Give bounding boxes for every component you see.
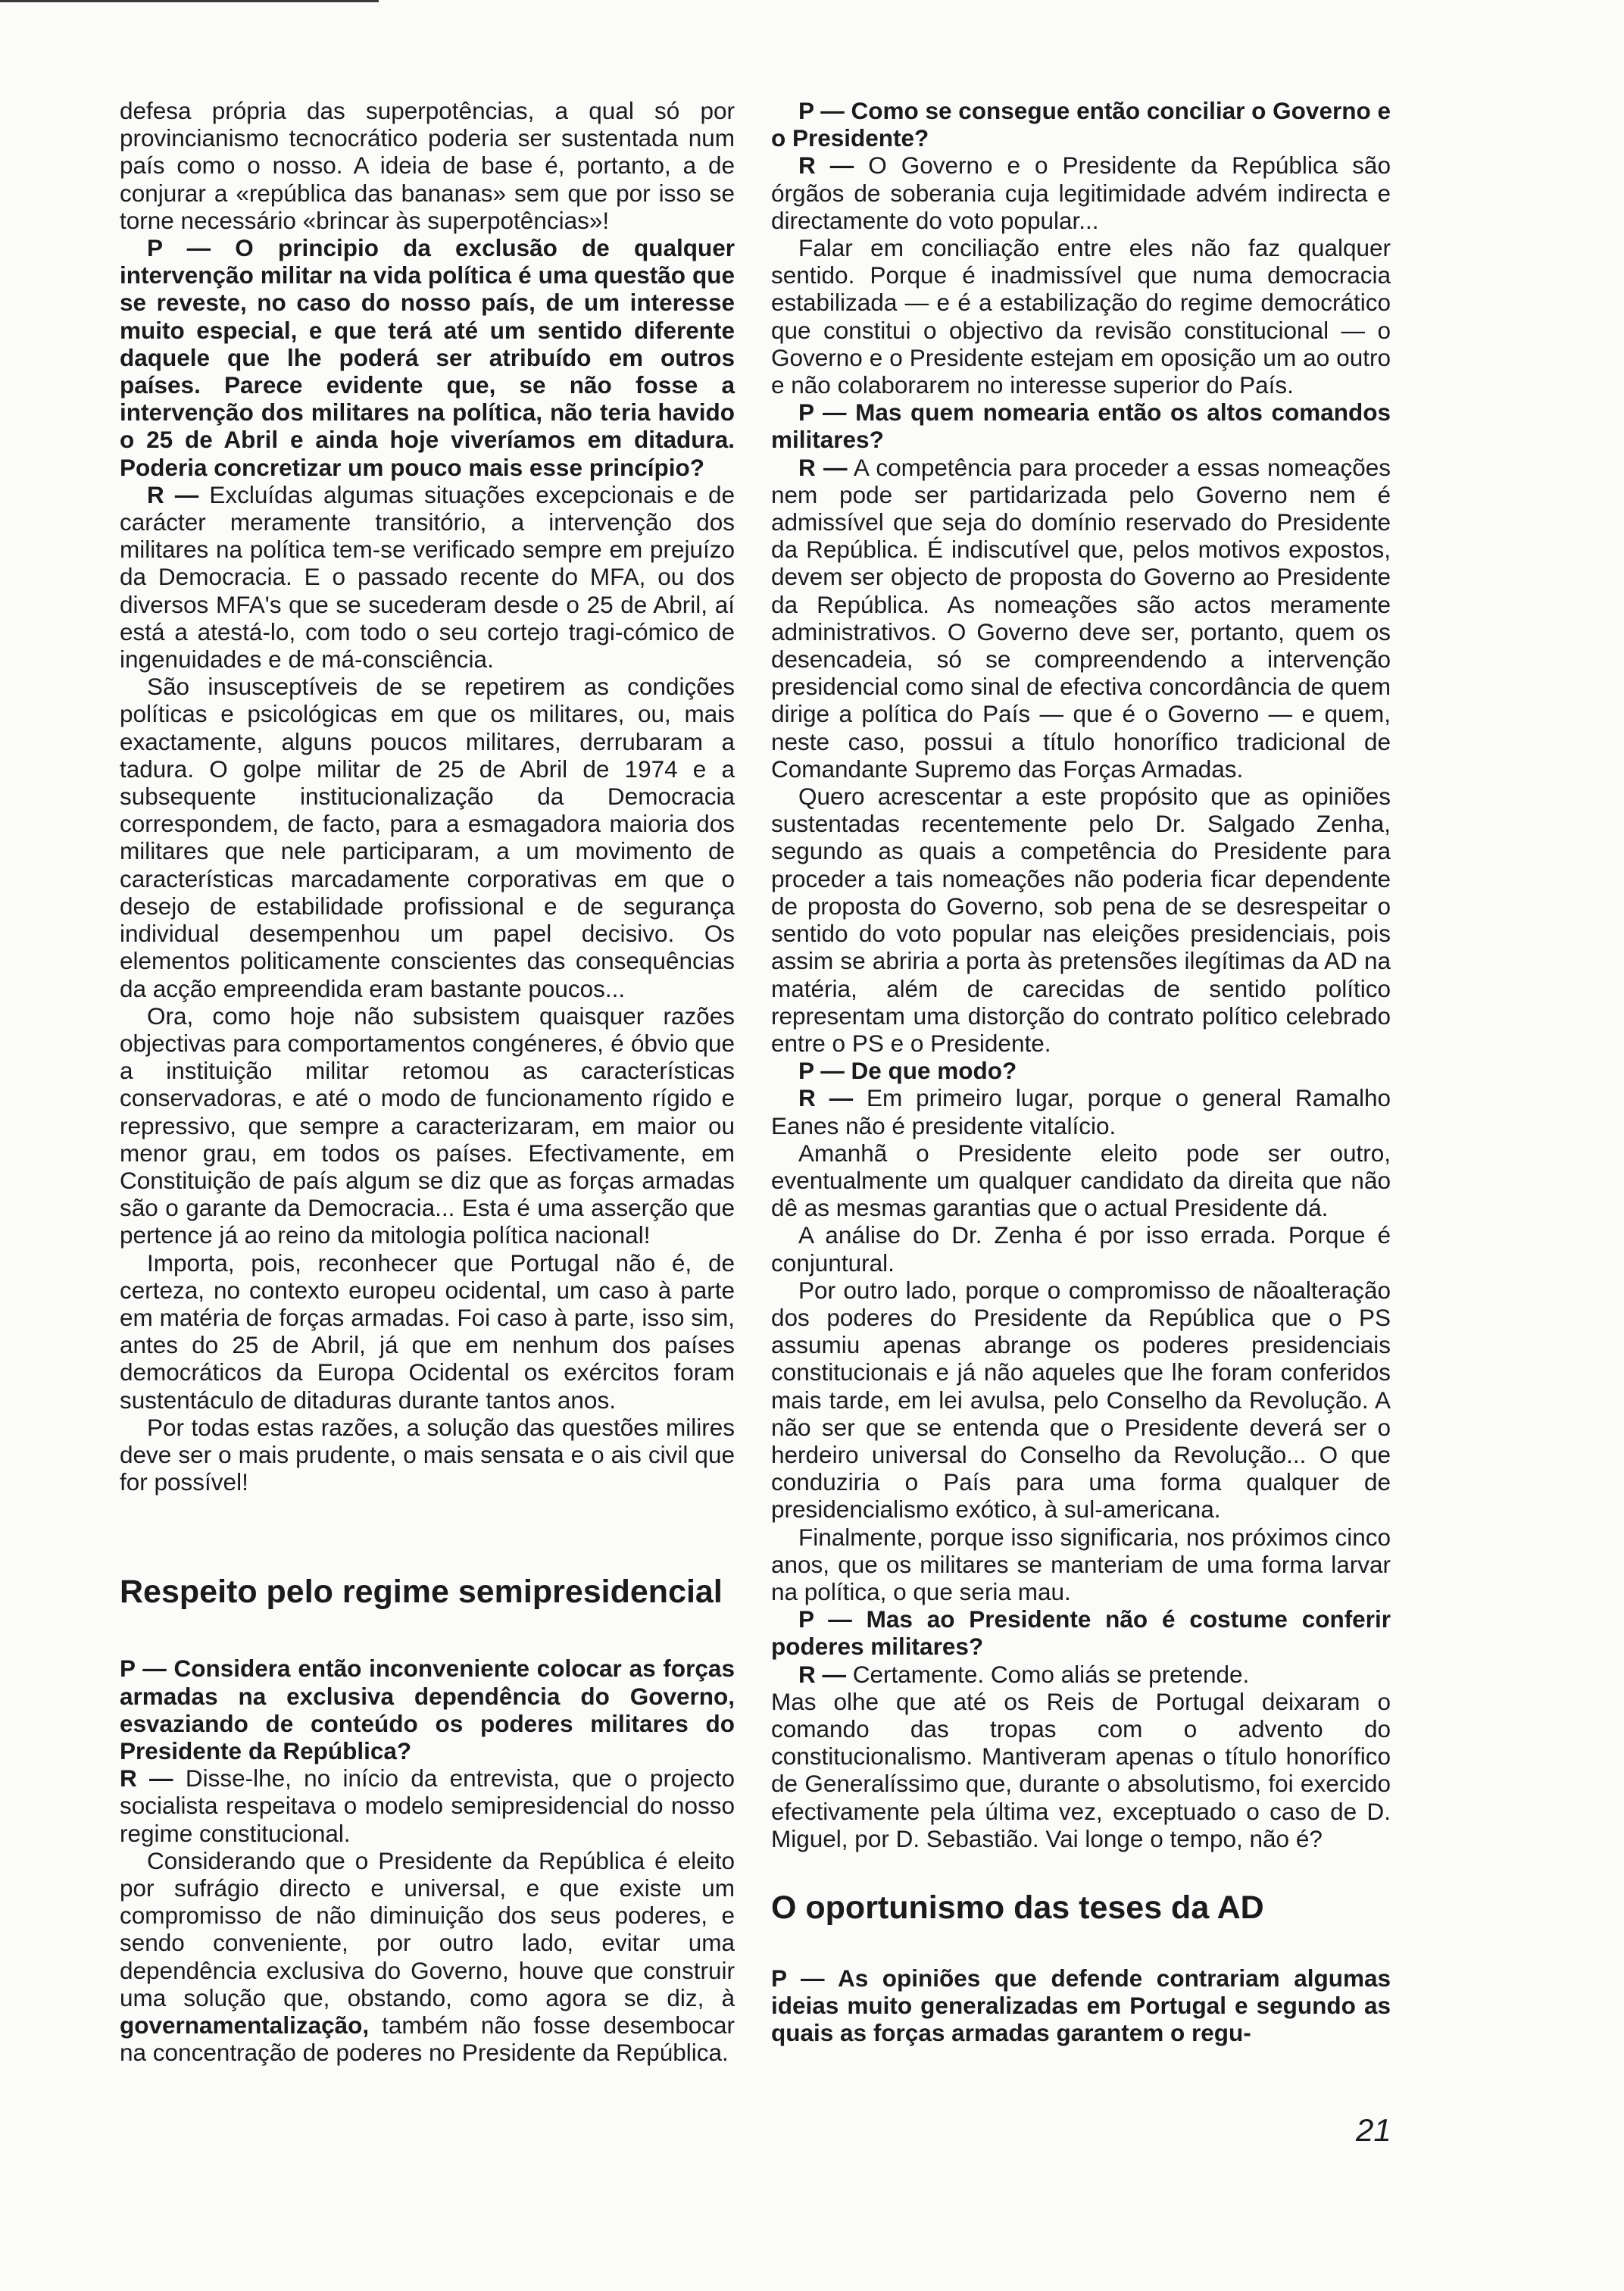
question [120, 234, 735, 481]
answer-text: Disse-lhe, no início da entrevista, que o projecto socialista respeitava o modelo semipresidencial do nosso regime constitucional. [120, 1764, 735, 1847]
answer [120, 481, 735, 673]
question [771, 97, 1391, 152]
answer-marker: R — [798, 1084, 854, 1112]
question-marker: P — [798, 1057, 845, 1085]
question-marker: P — [147, 234, 211, 262]
question-text: De que modo? [851, 1057, 1017, 1085]
paragraph: Mas olhe que até os Reis de Portugal deixaram o comando das tropas com o advento do constitucionalismo. Mantiveram apenas o título honorífico de Generalíssimo que, durante o absolutismo, foi exercido efectivamente pela última vez, exceptuado o caso de D. Miguel, por D. Sebastião. Vai longe o tempo, não é? [771, 1687, 1391, 1852]
question-text: Considera então inconveniente colocar as forças armadas na exclusiva dependência do Governo, esvaziando de conteúdo os poderes militares do Presidente da República? [120, 1655, 735, 1764]
answer [771, 1661, 1391, 1688]
section-heading: O oportunismo das teses da AD [771, 1889, 1264, 1926]
question [771, 1605, 1391, 1660]
top-rule [0, 0, 379, 2]
answer-text: Em primeiro lugar, porque o general Ramalho Eanes não é presidente vitalício. [771, 1084, 1391, 1139]
question-text: Mas quem nomearia então os altos comandos militares? [771, 399, 1391, 454]
answer-text: Excluídas algumas situações excepcionais e de carácter meramente transitório, a intervenção dos militares na política tem-se verificado sempre em prejuízo da Democracia. E o passado recente do MFA, ou dos diversos MFA's que se sucederam desde o 25 de Abril, aí está a atestá-lo, com todo o seu cortejo tragi-cómico de ingenuidades e de má-consciência. [120, 480, 735, 674]
paragraph: Quero acrescentar a este propósito que as opiniões sustentadas recentemente pelo Dr. Salgado Zenha, segundo as quais a competência do Presidente para proceder a tais nomeações não poderia ficar dependente de proposta do Governo, sob pena de se desrespeitar o sentido do voto popular nas eleições presidenciais, pois assim se abriria a porta às pretensões ilegítimas da AD na matéria, além de carecidas de sentido político representam uma distorção do contrato político celebrado entre o PS e o Presidente. [771, 783, 1391, 1057]
answer-text: O Governo e o Presidente da República são órgãos de soberania cuja legitimidade advém indirecta e directamente do voto popular... [771, 152, 1391, 234]
paragraph: Por todas estas razões, a solução das questões milires deve ser o mais prudente, o mais sensata e o ais civil que for possível! [120, 1413, 735, 1496]
question-marker: P — [798, 97, 845, 124]
answer-marker: R — [798, 453, 848, 481]
paragraph: A análise do Dr. Zenha é por isso errada. Porque é conjuntural. [771, 1221, 1391, 1277]
answer [771, 152, 1391, 234]
question-marker: P — [120, 1655, 167, 1683]
question-marker: P — [771, 1964, 825, 1992]
emphasis-text: governamentalização, [120, 2011, 370, 2039]
paragraph: Amanhã o Presidente eleito pode ser outro, eventualmente um qualquer candidato da direita que não dê as mesmas garantias que o actual Presidente dá. [771, 1139, 1391, 1222]
question-text: As opiniões que defende contrariam algumas ideias muito generalizadas em Portugal e segundo as quais as forças armadas garantem o regu- [771, 1964, 1391, 2047]
paragraph: São insusceptíveis de se repetirem as condições políticas e psicológicas em que os militares, ou, mais exactamente, alguns poucos militares, derrubaram a tadura. O golpe militar de 25 de Abril de 1974 e a subsequente institucionalização da Democracia correspondem, de facto, para a esmagadora maioria dos militares que nele participaram, a um movimento de características marcadamente corporativas em que o desejo de estabilidade profissional e de segurança individual desempenhou um papel decisivo. Os elementos politicamente conscientes das consequências da acção empreendida eram bastante poucos... [120, 673, 735, 1002]
answer-marker: R — [798, 152, 854, 180]
answer [771, 1084, 1391, 1139]
question-text: O principio da exclusão de qualquer intervenção militar na vida política é uma questão que se reveste, no caso do nosso país, de um interesse muito especial, e que terá até um sentido diferente daquele que lhe poderá ser atribuído em outros países. Parece evidente que, se não fosse a intervenção dos militares na política, não teria havido o 25 de Abril e ainda hoje viveríamos em ditadura. Poderia concretizar um pouco mais esse princípio? [120, 234, 735, 481]
question-text: Mas ao Presidente não é costume conferir poderes militares? [771, 1605, 1391, 1661]
question [771, 399, 1391, 453]
paragraph: Finalmente, porque isso significaria, nos próximos cinco anos, que os militares se manteriam de uma forma larvar na política, o que seria mau. [771, 1523, 1391, 1605]
question [771, 1057, 1391, 1084]
answer-text: A competência para proceder a essas nomeações nem pode ser partidarizada pelo Governo nem é admissível que seja do domínio reservado do Presidente da República. É indiscutível que, pelos motivos expostos, devem ser objecto de proposta do Governo ao Presidente da República. As nomeações são actos meramente administrativos. O Governo deve ser, portanto, quem os desencadeia, só se compreendendo a intervenção presidencial como sinal de efectiva concordância de quem dirige a política do País — que é o Governo — e quem, neste caso, possui a título honorífico tradicional de Comandante Supremo das Forças Armadas. [771, 453, 1391, 783]
page-number: 21 [1356, 2112, 1391, 2148]
paragraph [120, 1847, 735, 2067]
answer [771, 454, 1391, 783]
paragraph: Por outro lado, porque o compromisso de nãoalteração dos poderes do Presidente da República que o PS assumiu apenas abrange os poderes presidenciais constitucionais e já não aqueles que lhe foram conferidos mais tarde, em lei avulsa, pelo Conselho da Revolução. A não ser que se entenda que o Presidente deverá ser o herdeiro universal do Conselho da Revolução... O que conduziria o País para uma forma qualquer de presidencialismo exótico, à sul-americana. [771, 1276, 1391, 1524]
paragraph: Falar em conciliação entre eles não faz qualquer sentido. Porque é inadmissível que numa democracia estabilizada — e é a estabilização do regime democrático que constitui o objectivo da revisão constitucional — o Governo e o Presidente estejam em oposição um ao outro e não colaborarem no interesse superior do País. [771, 234, 1391, 399]
section-heading: Respeito pelo regime semipresidencial [120, 1574, 723, 1611]
paragraph-text: Considerando que o Presidente da República é eleito por sufrágio directo e universal, e que existe um compromisso de não diminuição dos seus poderes, e sendo conveniente, por outro lado, evitar uma dependência exclusiva do Governo, houve que construir uma solução que, obstando, como agora se diz, à [120, 1846, 735, 2011]
question [771, 1964, 1391, 2047]
question-text: Como se consegue então conciliar o Governo e o Presidente? [771, 97, 1391, 152]
answer-text: Certamente. Como aliás se pretende. [852, 1660, 1250, 1688]
answer-marker: R — [798, 1660, 846, 1688]
paragraph: defesa própria das superpotências, a qual só por provincianismo tecnocrático poderia ser sustentada num país como o nosso. A ideia de base é, portanto, a de conjurar a «república das bananas» sem que por isso se torne necessário «brincar às superpotências»! [120, 97, 735, 234]
question-marker: P — [798, 399, 847, 427]
question [120, 1655, 735, 1764]
paragraph: Ora, como hoje não subsistem quaisquer razões objectivas para comportamentos congéneres, é óbvio que a instituição militar retomou as características conservadoras, e até o modo de funcionamento rígido e repressivo, que sempre a caracterizaram, em maior ou menor grau, em todos os países. Efectivamente, em Constituição de país algum se diz que as forças armadas são o garante da Democracia... Esta é uma asserção que pertence já ao reino da mitologia política nacional! [120, 1002, 735, 1249]
left-column [120, 97, 735, 2066]
question-marker: P — [798, 1605, 852, 1633]
paragraph-text: também não fosse desembocar na concentração de poderes no Presidente da República. [120, 2011, 735, 2067]
paragraph: Importa, pois, reconhecer que Portugal não é, de certeza, no contexto europeu ocidental, um caso à parte em matéria de forças armadas. Foi caso à parte, isso sim, antes do 25 de Abril, já que em nenhum dos países democráticos da Europa Ocidental os exércitos foram sustentáculo de ditaduras durante tantos anos. [120, 1249, 735, 1414]
answer-marker: R — [120, 1764, 173, 1792]
answer-marker: R — [147, 480, 199, 508]
answer [120, 1764, 735, 1847]
right-column [771, 97, 1391, 2047]
